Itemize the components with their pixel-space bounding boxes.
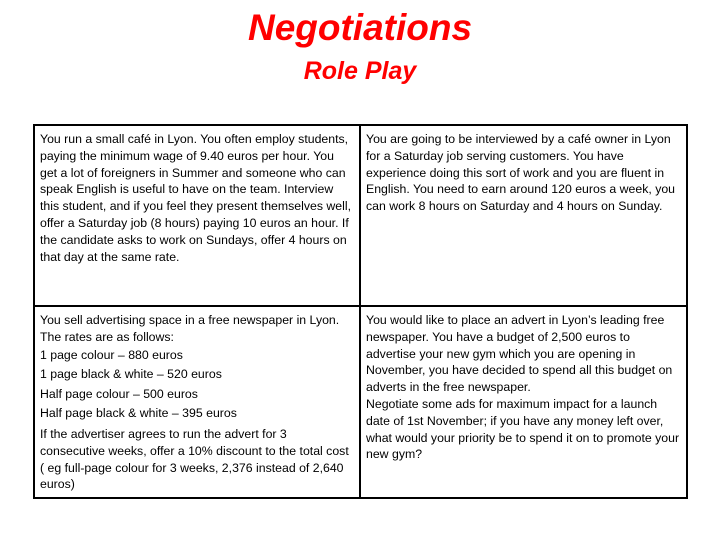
gym-owner-para-2: Negotiate some ads for maximum impact for a launch date of 1st November; if you have any money left over, what would your priority be to spend it on to promote your new gym? <box>366 396 680 462</box>
table-row <box>34 306 687 498</box>
ad-seller-card <box>34 306 360 498</box>
rate-half-colour: Half page colour – 500 euros <box>40 386 198 401</box>
rate-full-bw: 1 page black & white – 520 euros <box>40 367 222 382</box>
role-play-table <box>33 124 688 499</box>
discount-note: If the advertiser agrees to run the advert for 3 consecutive weeks, offer a 10% discount to the total cost ( eg full-page colour for 3 weeks, 2,376 instead of 2,640 euros) <box>40 426 349 492</box>
slide-title: Negotiations <box>247 7 473 48</box>
ad-seller-intro: You sell advertising space in a free newspaper in Lyon. The rates are as follows: <box>40 313 340 344</box>
gym-owner-para-1: You would like to place an advert in Lyon’s leading free newspaper. You have a budget of 2,500 euros to advertise your new gym which you are opening in November, you have decided to spend all this budget on adverts in the free newspaper. <box>366 313 673 395</box>
cafe-owner-text: You run a small café in Lyon. You often employ students, paying the minimum wage of 9.40 euros per hour. You get a lot of foreigners in Summer and someone who can speak English is useful to have on the team. Interview this student, and if you feel they present themselves well, offer a Saturday job (8 hours) paying 10 euros an hour. If the candidate asks to work on Sundays, offer 4 hours on that day at the same rate. <box>40 132 352 264</box>
rate-full-colour: 1 page colour – 880 euros <box>40 347 183 362</box>
job-candidate-text: You are going to be interviewed by a café owner in Lyon for a Saturday job serving customers. You have experience doing this sort of work and you are fluent in English. You need to earn around 120 euros a week, you can work 8 hours on Saturday and 4 hours on Sunday. <box>366 132 676 214</box>
table-row <box>34 125 687 306</box>
rate-half-bw: Half page black & white – 395 euros <box>40 406 237 421</box>
gym-owner-card <box>360 306 687 498</box>
job-candidate-card <box>360 125 687 306</box>
slide-subtitle: Role Play <box>303 57 417 85</box>
cafe-owner-card <box>34 125 360 306</box>
